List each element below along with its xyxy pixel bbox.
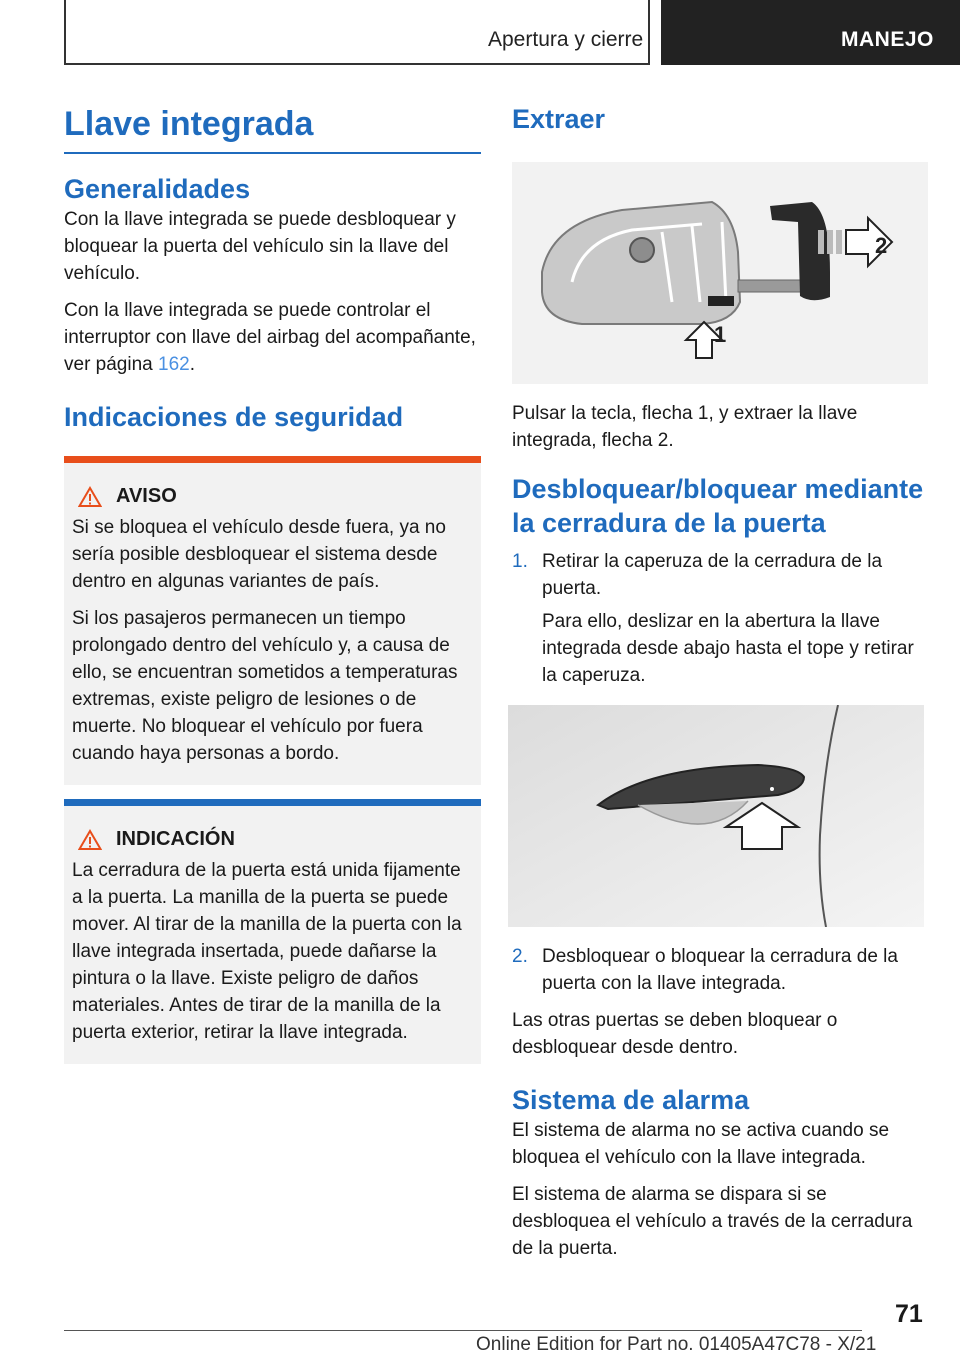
- header-section-title: Apertura y cierre: [488, 28, 644, 51]
- footer-edition: Online Edition for Part no. 01405A47C78 - X/21: [476, 1334, 877, 1355]
- list-item: 1. Retirar la caperuza de la cerradura de la puerta. Para ello, deslizar en la abertura la llave integrada desde abajo hasta el tope y retirar la caperuza.: [512, 551, 914, 686]
- paragraph: Si los pasajeros permanecen un tiempo prolongado dentro del vehículo y, a causa de ello, se encuentran sometidos a temperaturas extremas, existe peligro de lesiones o de muerte. No bloquear el vehículo por fuera cuando haya personas a bordo.: [72, 608, 458, 764]
- notice-title: INDICACIÓN: [78, 828, 473, 851]
- left-column: [64, 96, 481, 1064]
- figure-label-2: 2: [875, 233, 888, 258]
- page-number: 71: [895, 1300, 923, 1328]
- warning-triangle-icon: [78, 486, 102, 508]
- page-link[interactable]: 162: [158, 354, 190, 375]
- paragraph: Si se bloquea el vehículo desde fuera, ya no sería posible desbloquear el sistema desde dentro en algunas variantes de país.: [72, 517, 446, 592]
- door-handle-figure: [508, 705, 924, 927]
- key-extraction-figure: [512, 162, 928, 384]
- paragraph: Con la llave integrada se puede controlar el interruptor con llave del airbag del acompañante, ver página 162.: [64, 300, 476, 375]
- warning-title: AVISO: [78, 485, 473, 508]
- header-chapter-tab: [661, 0, 960, 65]
- footer-rule: [64, 1330, 862, 1331]
- heading-generalidades: Generalidades: [64, 174, 251, 204]
- warning-box: [64, 456, 481, 785]
- right-column: [512, 96, 928, 1272]
- paragraph: El sistema de alarma se dispara si se desbloquea el vehículo a través de la cerradura de la puerta.: [512, 1184, 913, 1259]
- steps-list-continued: [512, 943, 928, 997]
- notice-box: [64, 799, 481, 1064]
- paragraph: El sistema de alarma no se activa cuando se bloquea el vehículo con la llave integrada.: [512, 1120, 890, 1168]
- header-rule-left: [64, 0, 66, 65]
- header-chapter-label: MANEJO: [841, 28, 934, 51]
- list-item: 2. Desbloquear o bloquear la cerradura de la puerta con la llave integrada.: [512, 946, 898, 994]
- notice-triangle-icon: [78, 829, 102, 851]
- steps-list: [512, 548, 928, 689]
- paragraph: Las otras puertas se deben bloquear o desbloquear desde dentro.: [512, 1010, 838, 1058]
- heading-extraer: Extraer: [512, 104, 606, 134]
- paragraph: La cerradura de la puerta está unida fijamente a la puerta. La manilla de la puerta se puede mover. Al tirar de la manilla de la puerta con la llave integrada insertada, puede dañarse la pintura o la llave. Existe peligro de daños materiales. Antes de tirar de la manilla de la puerta exterior, retirar la llave integrada.: [72, 860, 462, 1043]
- heading-desbloquear: Desbloquear/bloquear mediante la cerradura de la puerta: [512, 474, 924, 538]
- header-rule-bottom: [64, 63, 650, 65]
- figure-caption: Pulsar la tecla, flecha 1, y extraer la llave integrada, flecha 2.: [512, 403, 858, 451]
- title-rule: [64, 152, 481, 154]
- page-title: Llave integrada: [64, 105, 314, 143]
- header-rule-mid: [648, 0, 650, 65]
- heading-alarma: Sistema de alarma: [512, 1085, 750, 1115]
- figure-label-1: 1: [714, 322, 727, 347]
- heading-seguridad: Indicaciones de seguridad: [64, 402, 404, 432]
- paragraph: Con la llave integrada se puede desbloquear y bloquear la puerta del vehículo sin la llave del vehículo.: [64, 209, 456, 284]
